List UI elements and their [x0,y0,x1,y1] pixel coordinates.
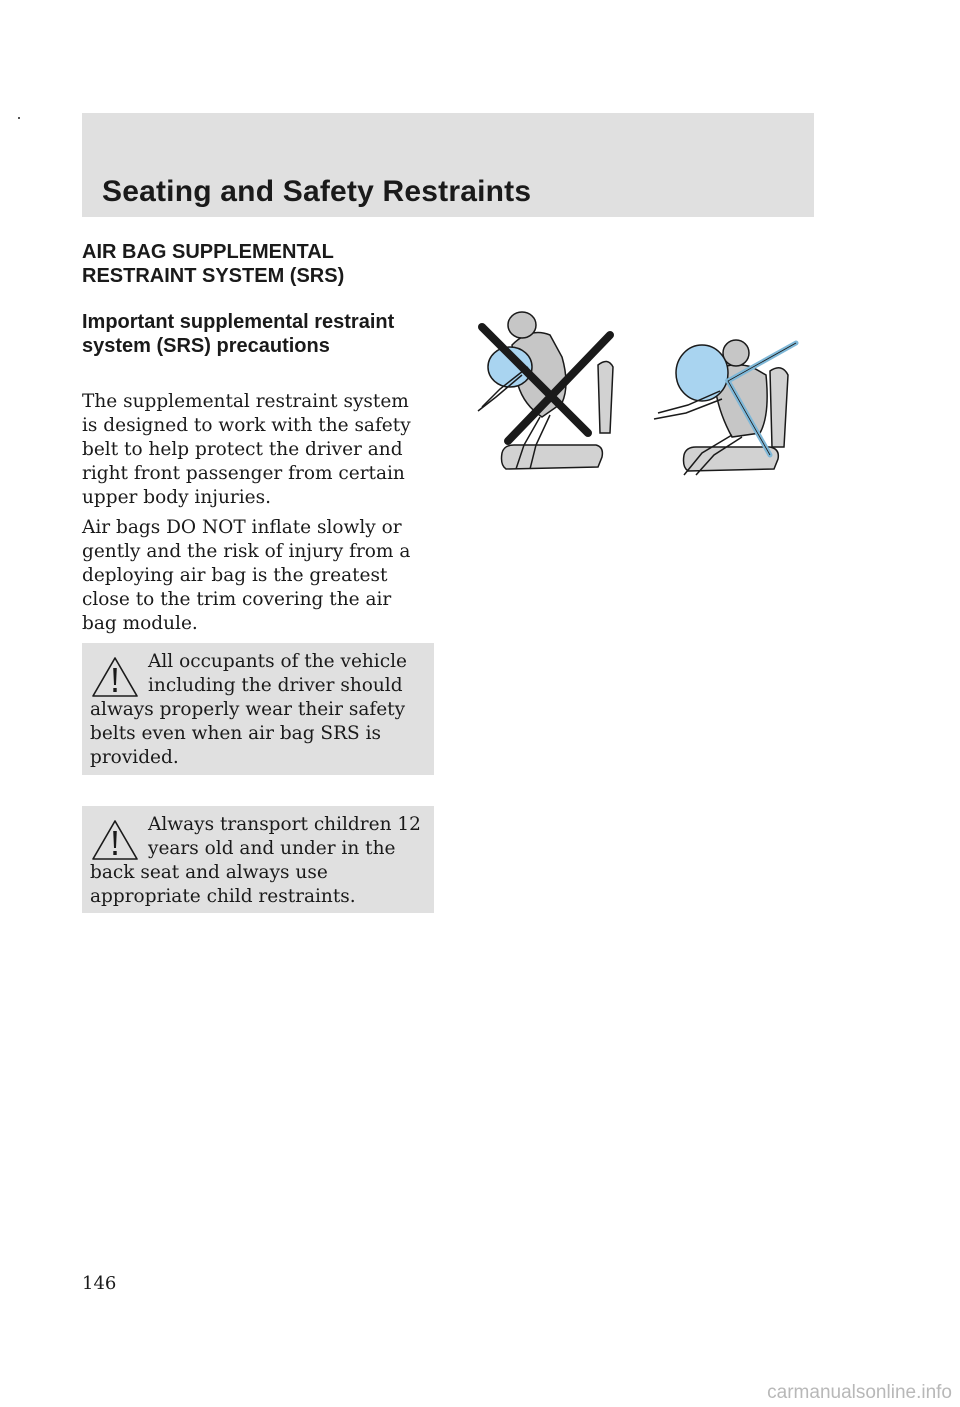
section-subheading: Important supplemental restraint system (SRS) precautions [82,311,395,357]
warning-text: All occupants of the vehicle including the driver should always properly wear their safety belts even when air bag SRS is provided. [90,651,407,768]
scan-speck [18,117,20,119]
watermark: carmanualsonline.info [767,1382,952,1403]
section-heading: AIR BAG SUPPLEMENTAL RESTRAINT SYSTEM (SRS) [82,241,345,287]
section-title: Seating and Safety Restraints [102,175,532,208]
body-paragraph: Air bags DO NOT inflate slowly or gently and the risk of injury from a deploying air bag is the greatest close to the trim covering the air bag module. [82,517,411,634]
warning-box [82,806,434,913]
section-header [82,113,814,217]
body-paragraph: The supplemental restraint system is designed to work with the safety belt to help protect the driver and right front passenger from certain upper body injuries. [82,391,411,508]
belted-occupant-with-airbag-icon [654,340,796,475]
warning-box [82,643,434,775]
warning-text: Always transport children 12 years old and under in the back seat and always use appropriate child restraints. [90,814,421,907]
airbag-illustration [470,305,815,480]
page-number: 146 [82,1273,117,1294]
unbelted-occupant-crossed-out-icon [478,312,613,469]
